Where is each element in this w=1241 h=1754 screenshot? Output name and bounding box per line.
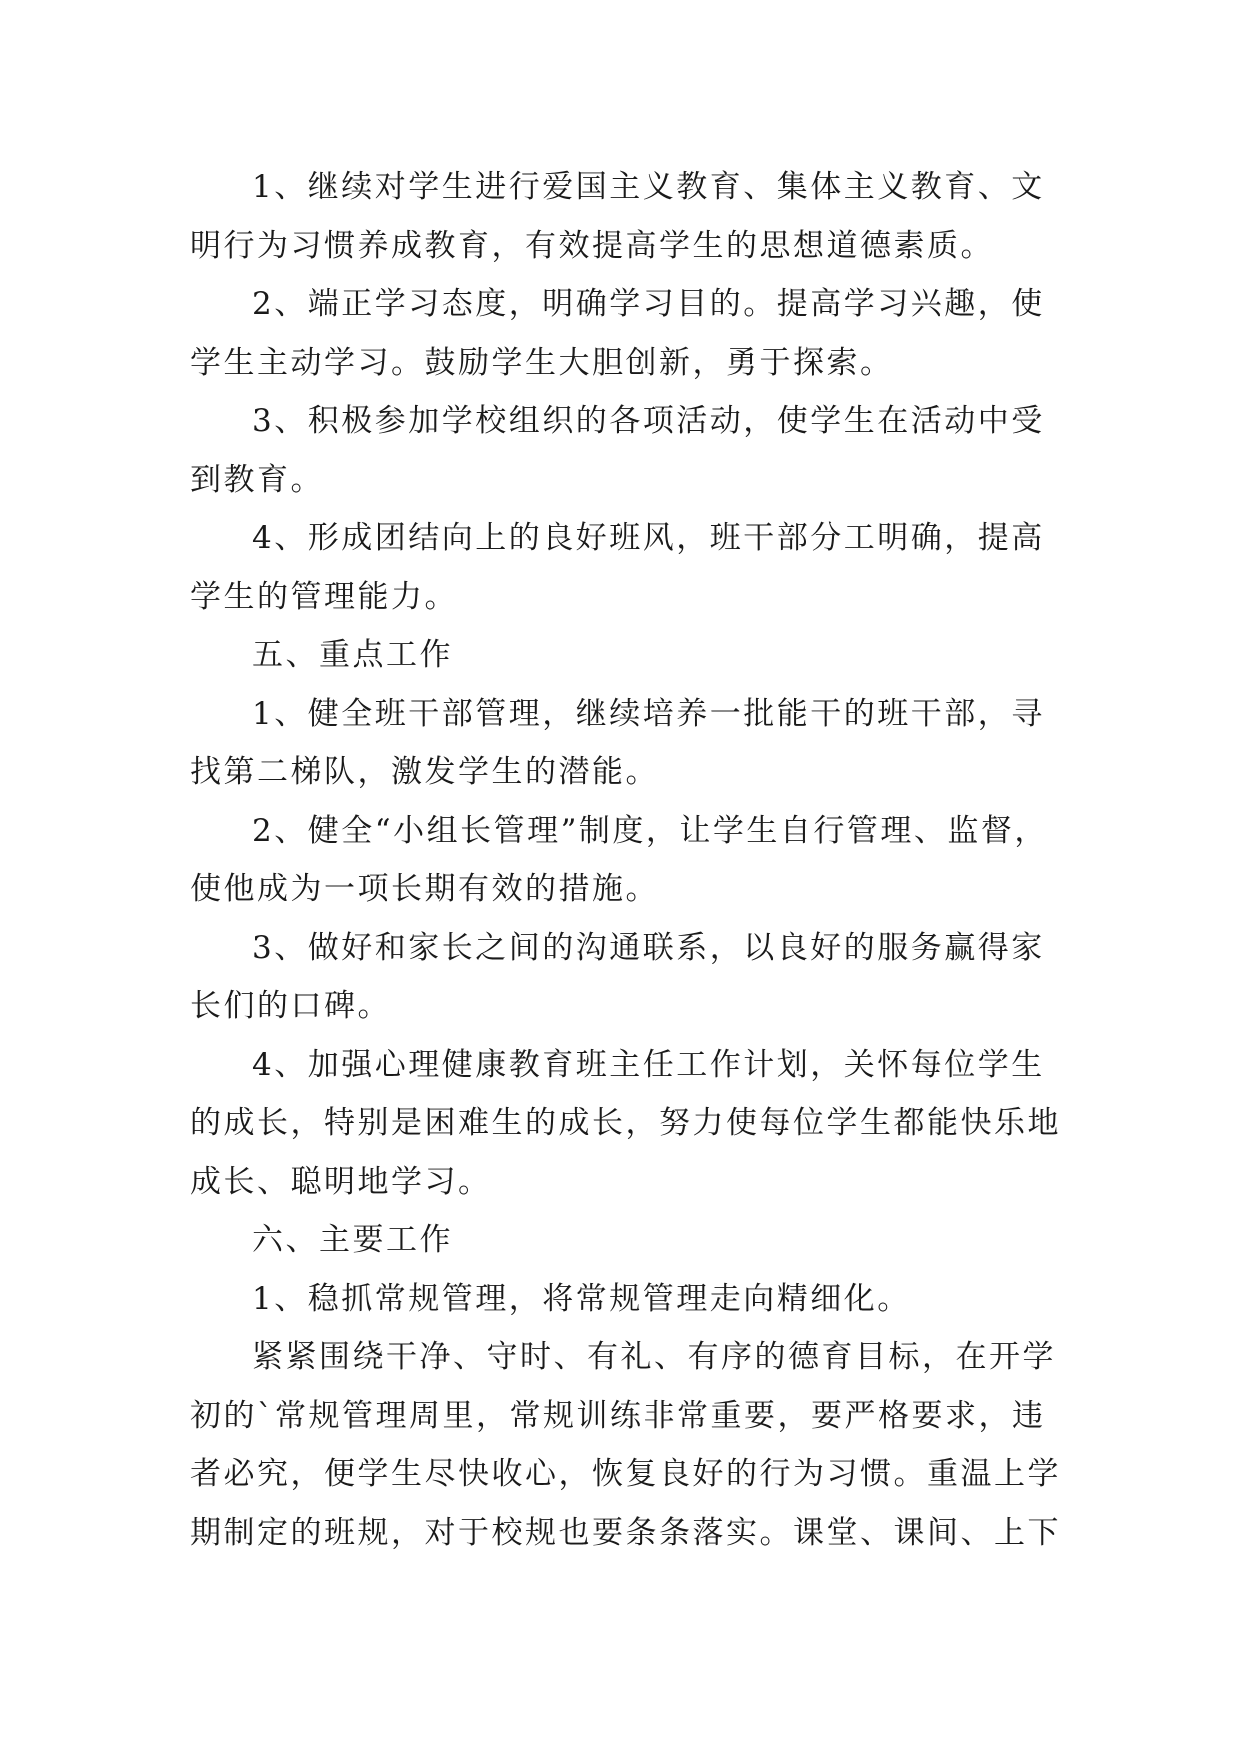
section-heading: 六、主要工作 (252, 1222, 453, 1258)
text-line: 3、积极参加学校组织的各项活动，使学生在活动中受 (252, 403, 1045, 439)
text-line: 1、健全班干部管理，继续培养一批能干的班干部，寻 (252, 695, 1045, 732)
section-heading: 五、重点工作 (252, 637, 453, 673)
text-line: 长们的口碑。 (190, 988, 391, 1024)
text-line: 1、稳抓常规管理，将常规管理走向精细化。 (252, 1280, 911, 1317)
text-line: 2、端正学习态度，明确学习目的。提高学习兴趣，使 (252, 286, 1045, 322)
text-line: 初的`常规管理周里，常规训练非常重要，要严格要求，违 (190, 1397, 1046, 1434)
text-line: 的成长，特别是困难生的成长，努力使每位学生都能快乐地 (190, 1105, 1061, 1141)
text-line: 学生主动学习。鼓励学生大胆创新，勇于探索。 (190, 344, 894, 381)
text-line: 使他成为一项长期有效的措施。 (190, 871, 659, 907)
text-line: 找第二梯队，激发学生的潜能。 (190, 754, 659, 790)
text-line: 者必究，便学生尽快收心，恢复良好的行为习惯。重温上学 (190, 1456, 1061, 1492)
text-line: 成长、聪明地学习。 (190, 1163, 492, 1200)
text-line: 3、做好和家长之间的沟通联系，以良好的服务赢得家 (252, 929, 1045, 966)
text-line: 紧紧围绕干净、守时、有礼、有序的德育目标，在开学 (252, 1339, 1056, 1375)
text-line: 明行为习惯养成教育，有效提高学生的思想道德素质。 (190, 227, 994, 264)
text-line: 1、继续对学生进行爱国主义教育、集体主义教育、文 (252, 169, 1045, 205)
text-line: 期制定的班规，对于校规也要条条落实。课堂、课间、上下 (190, 1514, 1061, 1551)
text-line: 到教育。 (190, 461, 324, 498)
text-line: 4、形成团结向上的良好班风，班干部分工明确，提高 (252, 520, 1045, 556)
text-line: 2、健全“小组长管理”制度，让学生自行管理、监督， (252, 812, 1048, 849)
text-line: 学生的管理能力。 (190, 578, 458, 615)
text-line: 4、加强心理健康教育班主任工作计划，关怀每位学生 (252, 1046, 1045, 1083)
document-body (190, 158, 1070, 1562)
